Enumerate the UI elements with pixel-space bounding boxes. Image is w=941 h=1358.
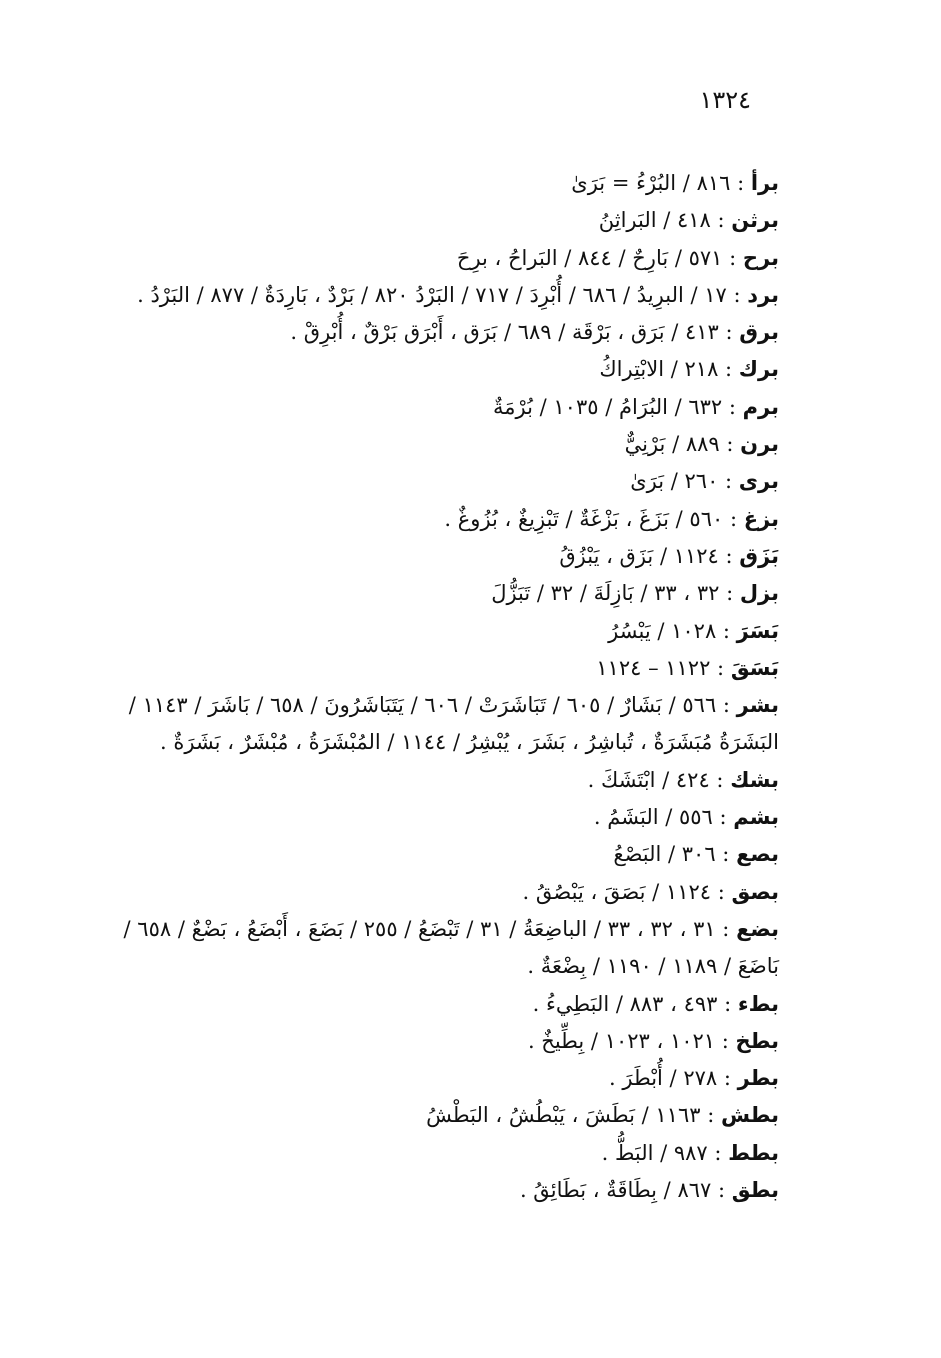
entry-references: : ١١٢٤ / بَزَق ، يَبْزُقُ	[559, 543, 740, 568]
entry-root: بزغ	[743, 506, 779, 531]
index-entry	[99, 538, 779, 575]
entry-references: : ٤٢٤ / ابْتَشَكَ .	[587, 767, 731, 792]
index-entry	[99, 911, 779, 986]
index-entry	[99, 202, 779, 239]
index-entry	[99, 762, 779, 799]
entry-root: بطخ	[735, 1028, 779, 1053]
entry-references: : ٣١ ، ٣٢ ، ٣٣ / الباضِعَةُ / ٣١ / تَبْضَعُ / ٢٥٥ / بَضَعَ ، أَبْضَعُ ، بَضْعٌ / ٦٥٨ / بَاضَعَ / ١١٨٩ / ١١٩٠ / بِضْعَةٌ .	[123, 916, 779, 979]
entry-references: : ١٧ / البرِيدُ / ٦٨٦ / أُبْرِدَ / ٧١٧ / البَرْدُ ٨٢٠ / بَرْدٌ ، بَارِدَةٌ / ٨٧٧ / البَرْدُ .	[137, 282, 748, 307]
page-number: ١٣٢٤	[699, 86, 751, 114]
entry-references: : ٤١٣ / بَرَق ، بَرْقَة / ٦٨٩ / بَرَق ، أَبْرَق بَرْقٌ ، أُبْرِقْ .	[290, 320, 740, 345]
index-entry	[99, 277, 779, 314]
entry-references: : ٥٥٦ / البَشَمُ .	[593, 805, 734, 830]
entry-root: بزل	[739, 581, 779, 606]
entry-references: : ٥٦٦ / بَشَارٌ / ٦٠٥ / تَبَاشَرَتْ / ٦٠٦ / يَتَبَاشَرُونَ / ٦٥٨ / بَاشَرَ / ١١٤٣ / البَشَرَةُ مُبَشَرَةٌ ، تُباشِرُ ، بَشَرَ ، يُبْشِرُ / ١١٤٤ / المُبْشَرَةُ ، مُبْشَرٌ ، بَشَرَةٌ .	[128, 693, 779, 755]
index-entry	[99, 986, 779, 1023]
entry-root: بصق	[731, 879, 779, 904]
index-entry	[99, 165, 779, 202]
index-entry	[99, 389, 779, 426]
index-entry	[99, 463, 779, 500]
entry-root: بطش	[720, 1103, 779, 1128]
entry-root: برثن	[731, 208, 779, 233]
entry-root: بطط	[728, 1140, 779, 1165]
entry-references: : ١١٢٢ – ١١٢٤	[596, 655, 731, 680]
entry-references: : ٤٩٣ ، ٨٨٣ / البَطِيءُ .	[532, 991, 738, 1016]
entry-root: بطء	[737, 991, 779, 1016]
entry-references: : ٩٨٧ / البَطُّ .	[601, 1140, 729, 1165]
index-entry	[99, 687, 779, 762]
entry-references: : ٦٣٢ / البُرَامُ / ١٠٣٥ / بُرْمَةٌ	[493, 394, 743, 419]
index-entry	[99, 314, 779, 351]
entries-list	[99, 165, 779, 1209]
entry-references: : ٥٧١ / بَارِحٌ / ٨٤٤ / البَراحُ ، برِحَ	[456, 245, 743, 270]
index-entry	[99, 613, 779, 650]
entry-references: : ١٠٢٨ / يَبْسُرُ	[608, 618, 737, 643]
entry-root: برح	[742, 245, 779, 270]
entry-root: بصع	[736, 842, 779, 867]
entry-root: برأ	[750, 171, 779, 195]
entry-references: : ١١٢٤ / بَصَقَ ، يَبْصُقُ .	[522, 879, 732, 904]
entry-references: : ٤١٨ / البَراثِنُ	[598, 208, 732, 233]
index-entry	[99, 426, 779, 463]
entry-references: : ١٠٢١ ، ١٠٢٣ / بِطِّيخٌ .	[527, 1028, 736, 1053]
index-entry	[99, 1097, 779, 1134]
entry-references: : ٨٦٧ / بِطَاقَةٌ ، بَطَائِقُ .	[519, 1178, 732, 1203]
entry-root: بَسَقَ	[730, 655, 779, 680]
entry-references: : ٨٨٩ / بَرْنِيٌّ	[624, 432, 741, 457]
entry-root: برق	[739, 320, 779, 345]
index-entry	[99, 501, 779, 538]
entry-references: : ٢١٨ / الابْتِراكُ	[599, 357, 739, 382]
entry-references: : ٣٢ ، ٣٣ / بَازِلَةَ / ٣٢ / تَبَزُّلَ	[491, 581, 740, 606]
entry-references: : ٣٠٦ / البَصْعُ	[613, 842, 737, 867]
entry-root: بَسَرَ	[736, 618, 779, 643]
index-entry	[99, 1172, 779, 1209]
entry-references: : ٢٧٨ / أُبْطَرَ .	[609, 1066, 738, 1091]
entry-root: برن	[740, 432, 779, 457]
entry-references: : ٥٦٠ / بَزَغَ ، بَزْغَةٌ / تَبْزِيغٌ ، بُزُوغٌ .	[444, 506, 744, 531]
entry-references: : ٢٦٠ / بَرَىٰ	[630, 469, 739, 494]
entry-root: بشك	[730, 767, 779, 792]
index-entry	[99, 1135, 779, 1172]
index-entry	[99, 351, 779, 388]
entry-root: بَزَق	[739, 543, 779, 568]
index-entry	[99, 836, 779, 873]
entry-root: بضع	[736, 916, 779, 941]
index-entry	[99, 799, 779, 836]
index-entry	[99, 575, 779, 612]
index-entry	[99, 650, 779, 687]
index-entry	[99, 1023, 779, 1060]
entry-root: بشم	[733, 805, 779, 830]
entry-root: برم	[742, 394, 779, 419]
entry-references: : ١١٦٣ / بَطَشَ ، يَبْطُشُ ، البَطْشُ	[426, 1103, 721, 1128]
entry-root: برد	[747, 282, 779, 307]
entry-root: بشر	[736, 693, 779, 718]
entry-root: بطق	[731, 1178, 779, 1203]
entry-root: برى	[738, 469, 779, 494]
entry-references: : ٨١٦ / البُرْءُ = بَرَىٰ	[571, 171, 751, 195]
index-entry	[99, 874, 779, 911]
entry-root: بطر	[737, 1066, 779, 1091]
index-entry	[99, 1060, 779, 1097]
entry-root: برك	[738, 357, 779, 382]
index-entry	[99, 240, 779, 277]
